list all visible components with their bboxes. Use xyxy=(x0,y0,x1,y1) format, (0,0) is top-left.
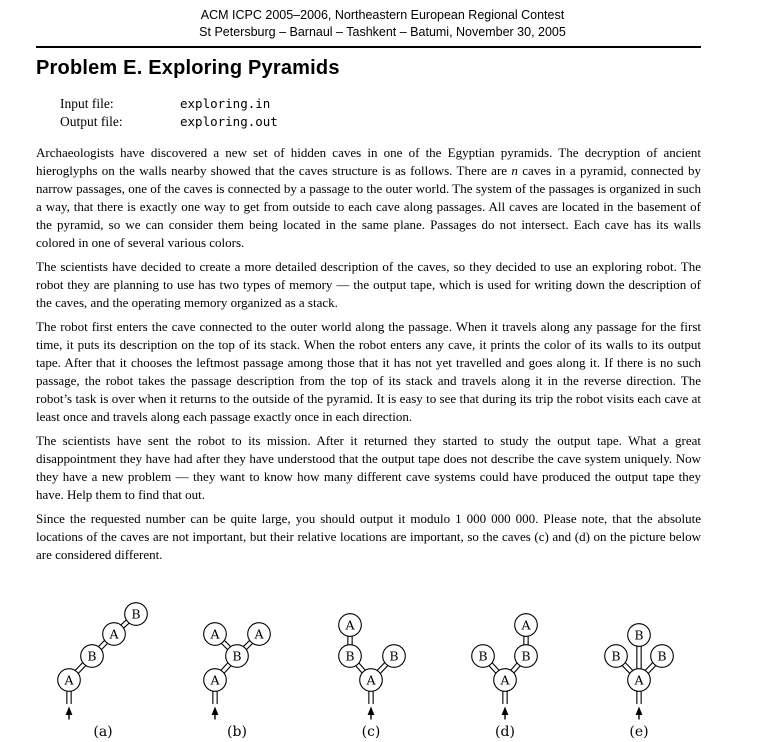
output-file-row xyxy=(60,113,765,131)
cave-node-label: A xyxy=(345,617,355,633)
entry-arrow-icon xyxy=(212,707,219,716)
contest-header-line1: ACM ICPC 2005–2006, Northeastern European Regional Contest xyxy=(200,8,565,22)
paragraph-4: The scientists have sent the robot to its mission. After it returned they started to study the output tape. What a great disappointment they have had after they have understood that the output tape does not describe the cave system uniquely. Now they have a new problem — they want to know how many different cave systems could have produced the output tape they have. Help them to find that out. xyxy=(36,432,701,503)
paragraph-5: Since the requested number can be quite large, you should output it modulo 1 000 000 000. Please note, that the absolute locations of the caves are not important, but their relative locations are important, so the caves (c) and (d) on the picture below are considered different. xyxy=(36,510,701,562)
entry-arrow-icon xyxy=(502,707,509,716)
contest-header-line2: St Petersburg – Barnaul – Tashkent – Batumi, November 30, 2005 xyxy=(199,25,566,39)
file-spec-block xyxy=(60,95,765,131)
cave-node-label: A xyxy=(109,626,119,642)
entry-arrow-icon xyxy=(368,707,375,716)
cave-node-label: A xyxy=(500,672,510,688)
cave-node-label: B xyxy=(87,648,97,664)
cave-node-label: A xyxy=(634,672,644,688)
cave-node-label: B xyxy=(131,606,141,622)
cave-diagram-c xyxy=(304,593,438,742)
cave-node-label: B xyxy=(611,648,621,664)
entry-arrow-icon xyxy=(636,707,643,716)
diagram-caption: (d) xyxy=(495,724,515,740)
page-title: Problem E. Exploring Pyramids xyxy=(36,57,340,79)
cave-node-label: A xyxy=(254,626,264,642)
cave-node-label: A xyxy=(521,617,531,633)
input-file-value: exploring.in xyxy=(180,96,271,111)
cave-node-label: B xyxy=(657,648,667,664)
paragraph-1-text-cont: caves in a pyramid, connected by narrow passages, one of the caves is connected by a passage to the outer world. The system of the passages is organized in such a way, that there is exactly one way to get from outside to each cave along passages. All caves are located in the basement of the pyramid, so we can consider them being located in the same plane. Passages do not intersect. Each cave has its walls colored in one of several various colors. xyxy=(36,163,701,251)
paragraph-3: The robot first enters the cave connected to the outer world along the passage. When it travels along any passage for the first time, it puts its description on the top of its stack. When the robot enters any cave, it prints the color of its walls to its output tape. After that it chooses the leftmost passage among those that it has not yet travelled and goes along it. If there is no such passage, the robot takes the passage description from the top of its stack and travels along it in the reverse direction. The robot’s task is over when it returns to the outside of the pyramid. It is easy to see that during its trip the robot visits each cave at least once and travels along each passage exactly once in each direction. xyxy=(36,318,701,425)
input-file-row xyxy=(60,95,765,113)
math-var-n: n xyxy=(511,163,518,179)
diagram-caption: (a) xyxy=(93,724,113,740)
cave-figure xyxy=(36,593,706,742)
entry-arrow-icon xyxy=(66,707,73,716)
cave-node-label: A xyxy=(366,672,376,688)
cave-diagram-e xyxy=(572,593,706,742)
output-file-label: Output file: xyxy=(60,114,123,129)
cave-diagram-b xyxy=(170,593,304,742)
cave-diagram-d xyxy=(438,593,572,742)
cave-node-label: B xyxy=(478,648,488,664)
cave-node-label: B xyxy=(521,648,531,664)
output-file-value: exploring.out xyxy=(180,114,278,129)
input-file-label: Input file: xyxy=(60,96,114,111)
paragraph-1-text: Archaeologists have discovered a new set of hidden caves in one of the Egyptian pyramids. The decryption of ancient hieroglyphs on the walls nearby showed that the caves structure is as follows. There are xyxy=(36,145,701,179)
cave-node-label: A xyxy=(210,672,220,688)
contest-header xyxy=(0,0,765,41)
problem-statement xyxy=(36,144,701,564)
cave-diagram-a xyxy=(36,593,170,742)
cave-node-label: A xyxy=(64,672,74,688)
diagram-caption: (e) xyxy=(629,724,649,740)
paragraph-2: The scientists have decided to create a more detailed description of the caves, so they decided to use an exploring robot. The robot they are planning to use has two types of memory — the output tape, which is used for writing down the description of the caves, and the operating memory organized as a stack. xyxy=(36,259,701,311)
cave-node-label: B xyxy=(634,627,644,643)
diagram-caption: (b) xyxy=(227,724,247,740)
paragraph-1 xyxy=(36,144,701,253)
cave-node-label: B xyxy=(232,648,242,664)
diagram-caption: (c) xyxy=(361,724,381,740)
cave-node-label: B xyxy=(345,648,355,664)
cave-node-label: A xyxy=(210,626,220,642)
header-rule xyxy=(36,46,701,48)
cave-node-label: B xyxy=(389,648,399,664)
